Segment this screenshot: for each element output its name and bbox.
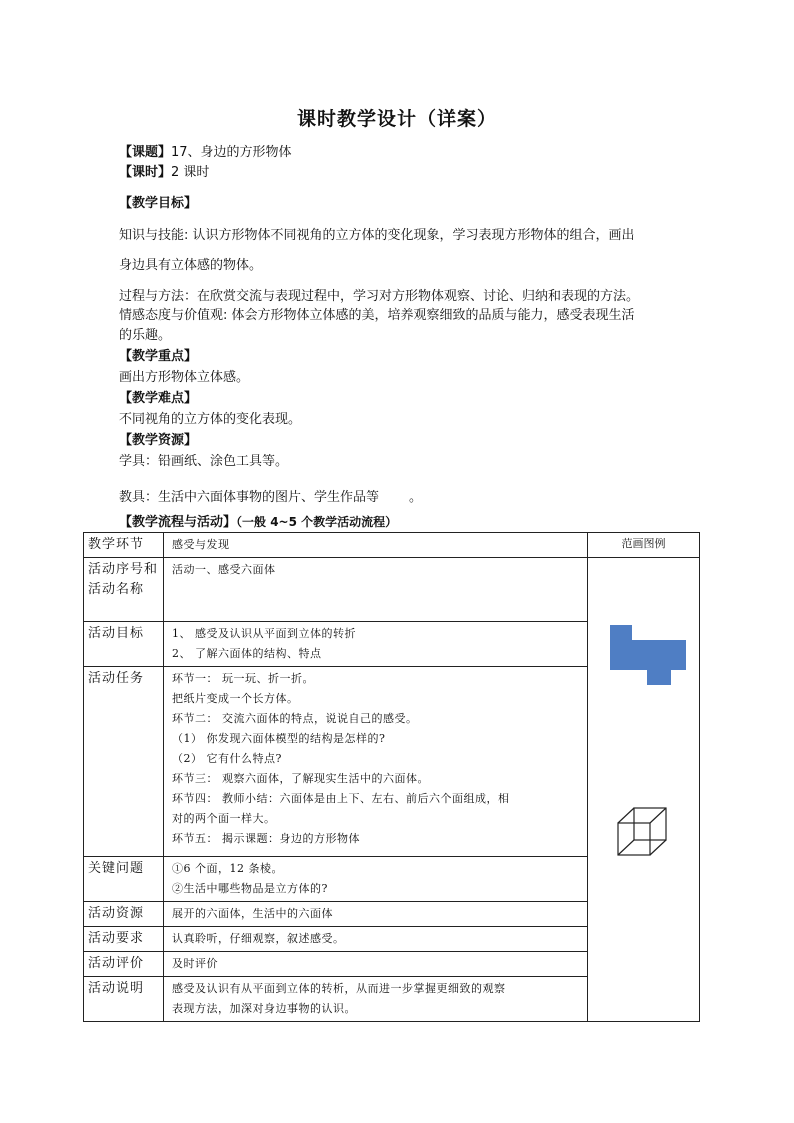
goal-emotion: 情感态度与价值观: 体会方形物体立体感的美，培养观察细致的品质与能力，感受表现生活 [119,308,635,323]
note-label: 活动说明 [84,977,164,1022]
topic-line [119,141,292,160]
table-row [84,558,700,622]
goal-label: 活动目标 [84,622,164,667]
period-value: 2 课时 [171,165,210,180]
eval-value: 及时评价 [164,952,588,977]
require-value: 认真聆听，仔细观察，叙述感受。 [164,927,588,952]
task-label: 活动任务 [84,667,164,857]
question-cell: ①6 个面，12 条棱。 ②生活中哪些物品是立方体的? [164,857,588,902]
difficulty-heading: 【教学难点】 [119,391,198,406]
key-text: 画出方形物体立体感。 [119,370,250,385]
topic-label: 【课题】 [119,145,172,160]
require-label: 活动要求 [84,927,164,952]
resources-student: 学具：铅画纸、涂色工具等。 [119,454,289,469]
page-title: 课时教学设计（详案） [296,108,497,130]
period-line [119,161,209,180]
goal-knowledge-cont: 身边具有立体感的物体。 [119,258,263,273]
key-heading: 【教学重点】 [119,349,198,364]
stage-label: 教学环节 [84,533,164,558]
activity-table [83,532,700,1022]
wireframe-cube-figure [618,808,666,855]
goal-cell: 1、 感受及认识从平面到立体的转折 2、 了解六面体的结构、特点 [164,622,588,667]
seq-label: 活动序号和活动名称 [84,558,164,622]
flow-heading: 【教学流程与活动】（一般 4~5 个教学活动流程） [119,515,398,530]
seq-value: 活动一、感受六面体 [164,558,588,622]
resources-teacher: 教具：生活中六面体事物的图片、学生作品等 。 [119,490,423,505]
resources-heading: 【教学资源】 [119,433,198,448]
task-cell: 环节一： 玩一玩、折一折。 把纸片变成一个长方体。 环节二： 交流六面体的特点，说说自己的感受。 （1） 你发现六面体模型的结构是怎样的? （2） 它有什么特点? 环节三： 观察六面体，了解现实生活中的六面体。 环节四： 教师小结：六面体是由上下、左右、前后六个面组成，相 对的两个面一样大。 环节五： 揭示课题：身边的方形物体 [164,667,588,857]
topic-value: 17、身边的方形物体 [171,145,292,160]
resource-value: 展开的六面体，生活中的六面体 [164,902,588,927]
goals-heading: 【教学目标】 [119,196,198,211]
figure-illustration [588,558,700,998]
cube-net-figure [610,625,686,685]
figure-header: 范画图例 [588,533,700,558]
difficulty-text: 不同视角的立方体的变化表现。 [119,412,302,427]
goal-process: 过程与方法：在欣赏交流与表现过程中，学习对方形物体观察、讨论、归纳和表现的方法。 [119,289,640,304]
goal-emotion-cont: 的乐趣。 [119,328,172,343]
note-cell: 感受及认识有从平面到立体的转析，从而进一步掌握更细致的观察 表现方法，加深对身边事物的认识。 [164,977,588,1022]
table-row [84,533,700,558]
resource-label: 活动资源 [84,902,164,927]
question-label: 关键问题 [84,857,164,902]
goal-knowledge: 知识与技能: 认识方形物体不同视角的立方体的变化现象，学习表现方形物体的组合，画出 [119,228,635,243]
figure-cell [588,558,700,1022]
stage-value: 感受与发现 [164,533,588,558]
period-label: 【课时】 [119,165,172,180]
eval-label: 活动评价 [84,952,164,977]
